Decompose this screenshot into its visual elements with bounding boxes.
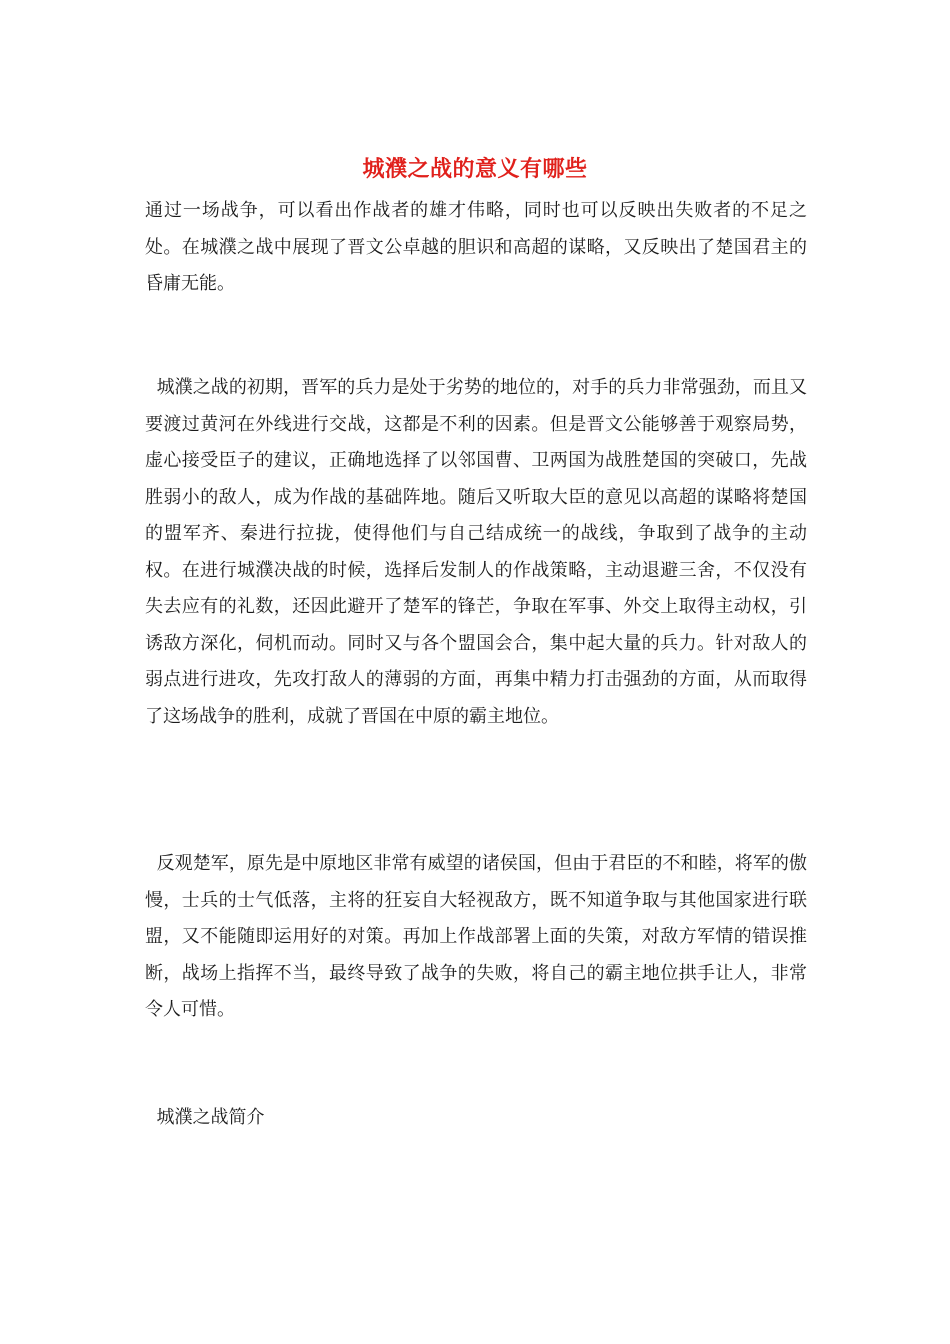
section-heading-introduction: 城濮之战简介 [145, 1107, 265, 1128]
document-title: 城濮之战的意义有哪些 [362, 156, 588, 182]
paragraph-chu-failure: 反观楚军，原先是中原地区非常有威望的诸侯国，但由于君臣的不和睦，将军的傲慢，士兵的士气低落，主将的狂妄自大轻视敌方，既不知道争取与其他国家进行联盟，又不能随即运用好的对策。再加上作战部署上面的失策，对敌方军情的错误推断，战场上指挥不当，最终导致了战争的失败，将自己的霸主地位拱手让人，非常令人可惜。 [145, 853, 807, 1020]
paragraph-jin-strategy: 城濮之战的初期，晋军的兵力是处于劣势的地位的，对手的兵力非常强劲，而且又要渡过黄河在外线进行交战，这都是不利的因素。但是晋文公能够善于观察局势，虚心接受臣子的建议，正确地选择了以邻国曹、卫两国为战胜楚国的突破口，先战胜弱小的敌人，成为作战的基础阵地。随后又听取大臣的意见以高超的谋略将楚国的盟军齐、秦进行拉拢，使得他们与自己结成统一的战线，争取到了战争的主动权。在进行城濮决战的时候，选择后发制人的作战策略，主动退避三舍，不仅没有失去应有的礼数，还因此避开了楚军的锋芒，争取在军事、外交上取得主动权，引诱敌方深化，伺机而动。同时又与各个盟国会合，集中起大量的兵力。针对敌人的弱点进行进攻，先攻打敌人的薄弱的方面，再集中精力打击强劲的方面，从而取得了这场战争的胜利，成就了晋国在中原的霸主地位。 [145, 377, 807, 727]
paragraph-intro: 通过一场战争，可以看出作战者的雄才伟略，同时也可以反映出失败者的不足之处。在城濮之战中展现了晋文公卓越的胆识和高超的谋略，又反映出了楚国君主的昏庸无能。 [145, 200, 807, 294]
